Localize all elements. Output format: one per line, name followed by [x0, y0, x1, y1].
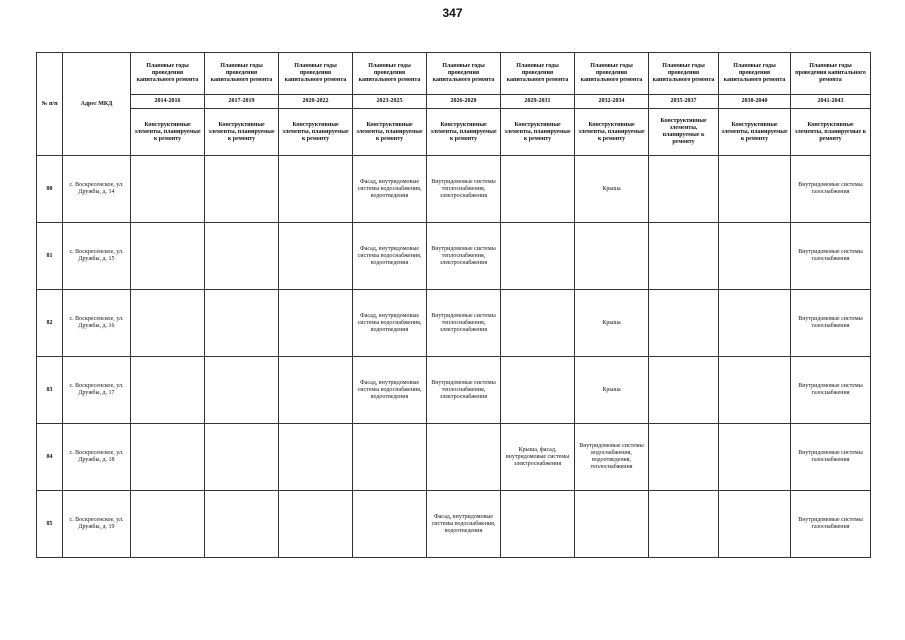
period-header: 2023-2025 [353, 95, 427, 109]
repair-elements-cell [501, 357, 575, 424]
repair-elements-cell [649, 156, 719, 223]
elements-header: Конструктивные элементы, планируемые к ремонту [353, 109, 427, 156]
planned-years-header: Плановые годы проведения капитального ремонта [279, 53, 353, 95]
elements-header: Конструктивные элементы, планируемые к ремонту [791, 109, 871, 156]
repair-elements-cell [205, 290, 279, 357]
repair-elements-cell [575, 223, 649, 290]
repair-elements-cell [205, 491, 279, 558]
planned-years-header: Плановые годы проведения капитального ремонта [649, 53, 719, 95]
row-address: с. Воскресенское, ул. Дружбы, д. 15 [63, 223, 131, 290]
planned-years-header: Плановые годы проведения капитального ремонта [791, 53, 871, 95]
repair-elements-cell: Фасад, внутридомовые системы водоснабжения, водоотведения [353, 357, 427, 424]
repair-elements-cell [575, 491, 649, 558]
repair-elements-cell [649, 491, 719, 558]
repair-elements-cell: Фасад, внутридомовые системы водоснабжения, водоотведения [353, 223, 427, 290]
table-header [37, 53, 871, 156]
repair-elements-cell: Внутридомовые системы газоснабжения [791, 223, 871, 290]
repair-elements-cell: Внутридомовые системы теплоснабжения, электроснабжения [427, 223, 501, 290]
header-row-elements [37, 109, 871, 156]
repair-elements-cell [719, 491, 791, 558]
planned-years-header: Плановые годы проведения капитального ремонта [575, 53, 649, 95]
repair-elements-cell: Внутридомовые системы теплоснабжения, электроснабжения [427, 156, 501, 223]
elements-header: Конструктивные элементы, планируемые к ремонту [649, 109, 719, 156]
planned-years-header: Плановые годы проведения капитального ремонта [353, 53, 427, 95]
capital-repair-table [36, 52, 871, 558]
repair-elements-cell [279, 290, 353, 357]
planned-years-header: Плановые годы проведения капитального ремонта [719, 53, 791, 95]
table-row [37, 223, 871, 290]
repair-elements-cell: Внутридомовые системы газоснабжения [791, 491, 871, 558]
row-number: 84 [37, 424, 63, 491]
table-row [37, 290, 871, 357]
repair-elements-cell [131, 491, 205, 558]
repair-elements-cell [353, 491, 427, 558]
period-header: 2035-2037 [649, 95, 719, 109]
row-number: 83 [37, 357, 63, 424]
repair-elements-cell [649, 424, 719, 491]
row-address: с. Воскресенское, ул. Дружбы, д. 19 [63, 491, 131, 558]
repair-elements-cell: Внутридомовые системы газоснабжения [791, 290, 871, 357]
repair-elements-cell [501, 290, 575, 357]
header-row-periods [37, 95, 871, 109]
planned-years-header: Плановые годы проведения капитального ремонта [427, 53, 501, 95]
elements-header: Конструктивные элементы, планируемые к ремонту [501, 109, 575, 156]
period-header: 2029-2031 [501, 95, 575, 109]
row-address: с. Воскресенское, ул. Дружбы, д. 14 [63, 156, 131, 223]
repair-elements-cell [131, 156, 205, 223]
repair-elements-cell [279, 424, 353, 491]
page-number: 347 [442, 6, 463, 20]
repair-elements-cell [501, 491, 575, 558]
period-header: 2032-2034 [575, 95, 649, 109]
repair-elements-cell [649, 357, 719, 424]
repair-elements-cell: Внутридомовые системы теплоснабжения, электроснабжения [427, 357, 501, 424]
repair-elements-cell [353, 424, 427, 491]
repair-elements-cell: Внутридомовые системы водоснабжения, водоотведения, теплоснабжения [575, 424, 649, 491]
repair-elements-cell: Крыша, фасад, внутридомовые системы электроснабжения [501, 424, 575, 491]
repair-elements-cell [501, 156, 575, 223]
table-row [37, 357, 871, 424]
repair-elements-cell: Внутридомовые системы газоснабжения [791, 156, 871, 223]
repair-elements-cell [649, 223, 719, 290]
repair-elements-cell: Крыша [575, 357, 649, 424]
row-address: с. Воскресенское, ул. Дружбы, д. 17 [63, 357, 131, 424]
repair-elements-cell [719, 223, 791, 290]
period-header: 2041-2043 [791, 95, 871, 109]
period-header: 2020-2022 [279, 95, 353, 109]
period-header: 2014-2016 [131, 95, 205, 109]
repair-elements-cell: Фасад, внутридомовые системы водоснабжения, водоотведения [427, 491, 501, 558]
repair-elements-cell [719, 156, 791, 223]
repair-elements-cell [719, 357, 791, 424]
repair-elements-cell [501, 223, 575, 290]
col-number-header: № п/п [37, 53, 63, 156]
elements-header: Конструктивные элементы, планируемые к ремонту [205, 109, 279, 156]
row-number: 81 [37, 223, 63, 290]
repair-elements-cell [205, 223, 279, 290]
table-row [37, 424, 871, 491]
planned-years-header: Плановые годы проведения капитального ремонта [501, 53, 575, 95]
elements-header: Конструктивные элементы, планируемые к ремонту [279, 109, 353, 156]
repair-elements-cell [719, 424, 791, 491]
repair-elements-cell: Крыша [575, 156, 649, 223]
repair-elements-cell: Внутридомовые системы газоснабжения [791, 357, 871, 424]
repair-elements-cell [205, 424, 279, 491]
repair-elements-cell [205, 156, 279, 223]
repair-elements-cell: Фасад, внутридомовые системы водоснабжения, водоотведения [353, 156, 427, 223]
repair-elements-cell [131, 223, 205, 290]
repair-elements-cell [205, 357, 279, 424]
period-header: 2017-2019 [205, 95, 279, 109]
elements-header: Конструктивные элементы, планируемые к ремонту [427, 109, 501, 156]
repair-elements-cell: Внутридомовые системы газоснабжения [791, 424, 871, 491]
elements-header: Конструктивные элементы, планируемые к ремонту [719, 109, 791, 156]
row-address: с. Воскресенское, ул. Дружбы, д. 18 [63, 424, 131, 491]
period-header: 2038-2040 [719, 95, 791, 109]
period-header: 2026-2028 [427, 95, 501, 109]
table-row [37, 156, 871, 223]
repair-elements-cell [427, 424, 501, 491]
repair-elements-cell [279, 491, 353, 558]
planned-years-header: Плановые годы проведения капитального ремонта [205, 53, 279, 95]
table-row [37, 491, 871, 558]
repair-elements-cell [131, 290, 205, 357]
col-address-header: Адрес МКД [63, 53, 131, 156]
table-body [37, 156, 871, 558]
repair-elements-cell [279, 223, 353, 290]
elements-header: Конструктивные элементы, планируемые к ремонту [131, 109, 205, 156]
repair-elements-cell [279, 156, 353, 223]
repair-elements-cell [719, 290, 791, 357]
repair-elements-cell [131, 357, 205, 424]
repair-elements-cell: Крыша [575, 290, 649, 357]
repair-elements-cell [279, 357, 353, 424]
row-number: 85 [37, 491, 63, 558]
repair-elements-cell: Фасад, внутридомовые системы водоснабжения, водоотведения [353, 290, 427, 357]
row-address: с. Воскресенское, ул. Дружбы, д. 16 [63, 290, 131, 357]
repair-elements-cell [131, 424, 205, 491]
elements-header: Конструктивные элементы, планируемые к ремонту [575, 109, 649, 156]
repair-elements-cell: Внутридомовые системы теплоснабжения, электроснабжения [427, 290, 501, 357]
row-number: 82 [37, 290, 63, 357]
row-number: 80 [37, 156, 63, 223]
header-row-planned-years [37, 53, 871, 95]
repair-elements-cell [649, 290, 719, 357]
planned-years-header: Плановые годы проведения капитального ремонта [131, 53, 205, 95]
